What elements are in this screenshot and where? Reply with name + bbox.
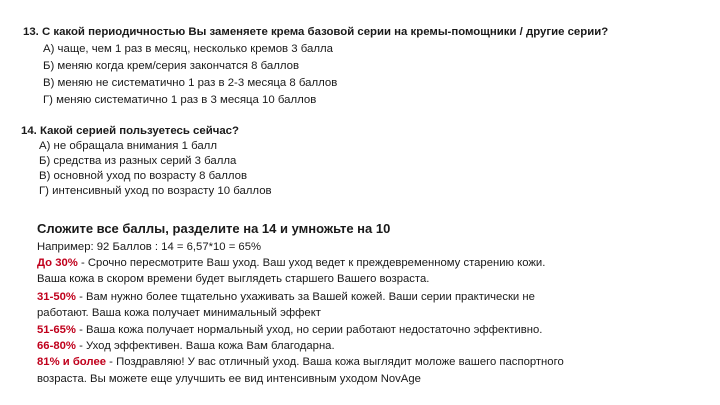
question-13-title: 13. С какой периодичностью Вы заменяете крема базовой серии на кремы-помощники / другие серии? [23, 26, 609, 38]
result-range-2-text: - Вам нужно более тщательно ухаживать за Вашей кожей. Ваши серии практически не [75, 291, 535, 303]
summary-example: Например: 92 Баллов : 14 = 6,57*10 = 65% [37, 241, 262, 253]
question-14-option-c: В) основной уход по возрасту 8 баллов [39, 170, 248, 182]
result-range-5-text-cont: возраста. Вы можете еще улучшить ее вид интенсивным уходом NovAge [37, 373, 421, 385]
question-14-option-a: А) не обращала внимания 1 балл [39, 140, 217, 152]
summary-title: Сложите все баллы, разделите на 14 и умножьте на 10 [37, 221, 391, 236]
result-range-5 [37, 355, 564, 369]
question-13-option-b: Б) меняю когда крем/серия закончатся 8 баллов [43, 60, 300, 72]
question-13-option-d: Г) меняю систематично 1 раз в 3 месяца 10 баллов [43, 94, 317, 106]
result-range-1-label: До 30% [37, 257, 78, 269]
result-range-5-label: 81% и более [37, 356, 107, 368]
result-range-4 [37, 339, 335, 353]
question-13-option-c: В) меняю не систематично 1 раз в 2-3 месяца 8 баллов [43, 77, 338, 89]
question-14-title: 14. Какой серией пользуетесь сейчас? [21, 125, 239, 137]
question-13-option-a: А) чаще, чем 1 раз в месяц, несколько кремов 3 балла [43, 43, 333, 55]
result-range-3-text: - Ваша кожа получает нормальный уход, но серии работают недостаточно эффективно. [75, 324, 543, 336]
result-range-3 [37, 323, 542, 337]
result-range-1 [37, 256, 545, 270]
result-range-3-label: 51-65% [37, 324, 76, 336]
question-14-option-b: Б) средства из разных серий 3 балла [39, 155, 237, 167]
result-range-4-text: - Уход эффективен. Ваша кожа Вам благодарна. [75, 340, 335, 352]
result-range-1-text: - Срочно пересмотрите Ваш уход. Ваш уход ведет к преждевременному старению кожи. [77, 257, 546, 269]
result-range-2-label: 31-50% [37, 291, 76, 303]
result-range-1-text-cont: Ваша кожа в скором времени будет выглядеть старшего Вашего возраста. [37, 273, 430, 285]
result-range-4-label: 66-80% [37, 340, 76, 352]
result-range-2-text-cont: работают. Ваша кожа получает минимальный эффект [37, 307, 321, 319]
result-range-2 [37, 290, 535, 304]
question-14-option-d: Г) интенсивный уход по возрасту 10 баллов [39, 185, 272, 197]
result-range-5-text: - Поздравляю! У вас отличный уход. Ваша кожа выглядит моложе вашего паспортного [106, 356, 564, 368]
